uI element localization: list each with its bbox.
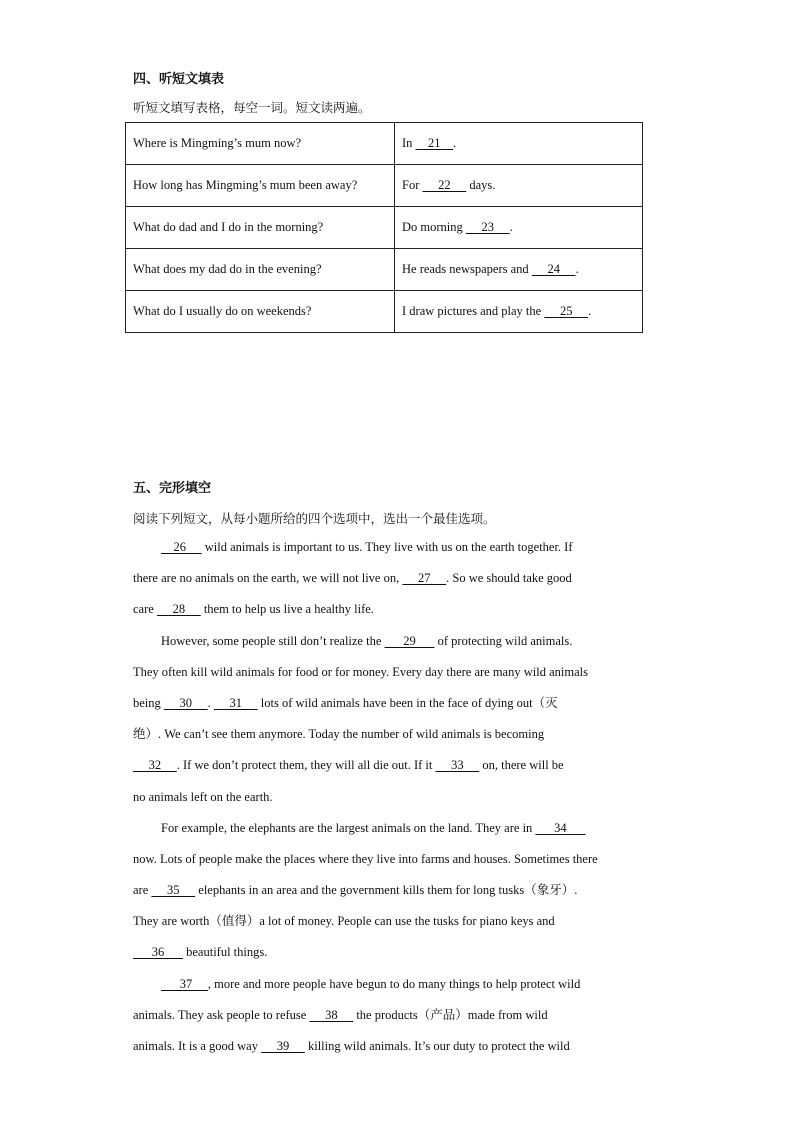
passage-line	[133, 594, 663, 625]
answer-cell	[395, 291, 643, 333]
section5-heading: 五、完形填空	[133, 481, 212, 496]
passage-text: the products（产品）made from wild	[353, 1007, 548, 1022]
answer-cell	[395, 123, 643, 165]
question-cell: Where is Mingming’s mum now?	[126, 123, 395, 165]
passage-line	[133, 782, 663, 813]
passage-line	[133, 844, 663, 875]
listening-table	[125, 122, 643, 333]
cloze-blank[interactable]: 32	[133, 758, 177, 773]
cloze-blank[interactable]: 39	[261, 1039, 305, 1053]
passage-text: . So we should take good	[446, 571, 572, 586]
passage-line	[133, 563, 663, 594]
passage-text: animals. It is a good way	[133, 1039, 262, 1053]
passage-text: now. Lots of people make the places where they live into farms and houses. Sometimes there	[133, 851, 598, 866]
table-row	[126, 123, 643, 165]
passage-line	[133, 688, 663, 719]
question-cell: How long has Mingming’s mum been away?	[126, 165, 395, 207]
cloze-blank[interactable]: 28	[156, 602, 201, 617]
passage-text: them to help us live a healthy life.	[200, 602, 374, 617]
passage-text: are	[133, 883, 152, 898]
answer-prefix: He reads newspapers and	[402, 262, 532, 276]
answer-suffix: .	[509, 220, 513, 234]
passage-text: They often kill wild animals for food or for money. Every day there are many wild animals	[133, 664, 588, 679]
answer-blank[interactable]: 23	[465, 220, 510, 234]
passage-line	[133, 813, 663, 844]
passage-text: 绝）. We can’t see them anymore. Today the number of wild animals is becoming	[133, 727, 545, 742]
passage-line	[133, 719, 663, 750]
answer-suffix: days.	[466, 178, 496, 192]
passage-line	[133, 532, 663, 563]
answer-blank[interactable]: 21	[415, 136, 454, 150]
answer-suffix: .	[453, 136, 457, 150]
cloze-passage	[133, 532, 663, 1062]
passage-line	[133, 875, 663, 906]
answer-cell	[395, 249, 643, 291]
table-row	[126, 249, 643, 291]
cloze-blank[interactable]: 26	[161, 540, 202, 554]
passage-text: However, some people still don’t realize the	[161, 633, 385, 648]
question-cell: What do I usually do on weekends?	[126, 291, 395, 333]
passage-text: killing wild animals. It’s our duty to protect the wild	[304, 1039, 570, 1053]
passage-text: beautiful things.	[183, 945, 268, 960]
question-cell: What do dad and I do in the morning?	[126, 207, 395, 249]
section5-instruction: 阅读下列短文，从每小题所给的四个选项中，选出一个最佳选项。	[133, 511, 496, 526]
passage-text: .	[207, 695, 214, 710]
question-cell: What does my dad do in the evening?	[126, 249, 395, 291]
answer-blank[interactable]: 22	[422, 178, 467, 192]
passage-text: For example, the elephants are the largest animals on the land. They are in	[161, 820, 536, 835]
answer-blank[interactable]: 24	[531, 262, 576, 276]
cloze-blank[interactable]: 37	[161, 976, 208, 991]
passage-text: , more and more people have begun to do many things to help protect wild	[207, 976, 581, 991]
answer-suffix: .	[575, 262, 579, 276]
answer-cell	[395, 165, 643, 207]
passage-line	[133, 750, 663, 781]
passage-text: no animals left on the earth.	[133, 789, 273, 804]
passage-text: on, there will be	[479, 758, 564, 773]
passage-line	[133, 1000, 663, 1031]
cloze-blank[interactable]: 34	[535, 820, 586, 835]
passage-text: . If we don’t protect them, they will all die out. If it	[176, 758, 436, 773]
passage-text: animals. They ask people to refuse	[133, 1007, 310, 1022]
passage-text: wild animals is important to us. They live with us on the earth together. If	[201, 540, 573, 554]
cloze-blank[interactable]: 36	[133, 945, 183, 960]
answer-prefix: In	[402, 136, 416, 150]
cloze-blank[interactable]: 38	[309, 1007, 354, 1022]
passage-line	[133, 657, 663, 688]
passage-text: of protecting wild animals.	[434, 633, 573, 648]
passage-text: elephants in an area and the government kills them for long tusks（象牙）.	[195, 883, 578, 898]
answer-prefix: For	[402, 178, 423, 192]
passage-text: there are no animals on the earth, we will not live on,	[133, 571, 403, 586]
passage-text: They are worth（值得）a lot of money. People can use the tusks for piano keys and	[133, 914, 555, 929]
answer-prefix: I draw pictures and play the	[402, 304, 545, 318]
answer-suffix: .	[588, 304, 592, 318]
section4-instruction: 听短文填写表格，每空一词。短文读两遍。	[133, 100, 371, 115]
passage-line	[133, 969, 663, 1000]
table-row	[126, 291, 643, 333]
passage-text: care	[133, 602, 157, 617]
passage-line	[133, 906, 663, 937]
cloze-blank[interactable]: 31	[213, 695, 258, 710]
table-row	[126, 207, 643, 249]
passage-line	[133, 1031, 663, 1062]
passage-line	[133, 937, 663, 968]
cloze-blank[interactable]: 33	[435, 758, 480, 773]
cloze-blank[interactable]: 30	[163, 695, 208, 710]
passage-text: being	[133, 695, 164, 710]
answer-prefix: Do morning	[402, 220, 466, 234]
table-row	[126, 165, 643, 207]
cloze-blank[interactable]: 27	[402, 571, 447, 586]
cloze-blank[interactable]: 35	[151, 883, 196, 898]
passage-line	[133, 626, 663, 657]
passage-text: lots of wild animals have been in the face of dying out（灭	[257, 695, 558, 710]
answer-cell	[395, 207, 643, 249]
section4-heading: 四、听短文填表	[133, 72, 225, 87]
cloze-blank[interactable]: 29	[384, 633, 435, 648]
answer-blank[interactable]: 25	[544, 304, 589, 318]
